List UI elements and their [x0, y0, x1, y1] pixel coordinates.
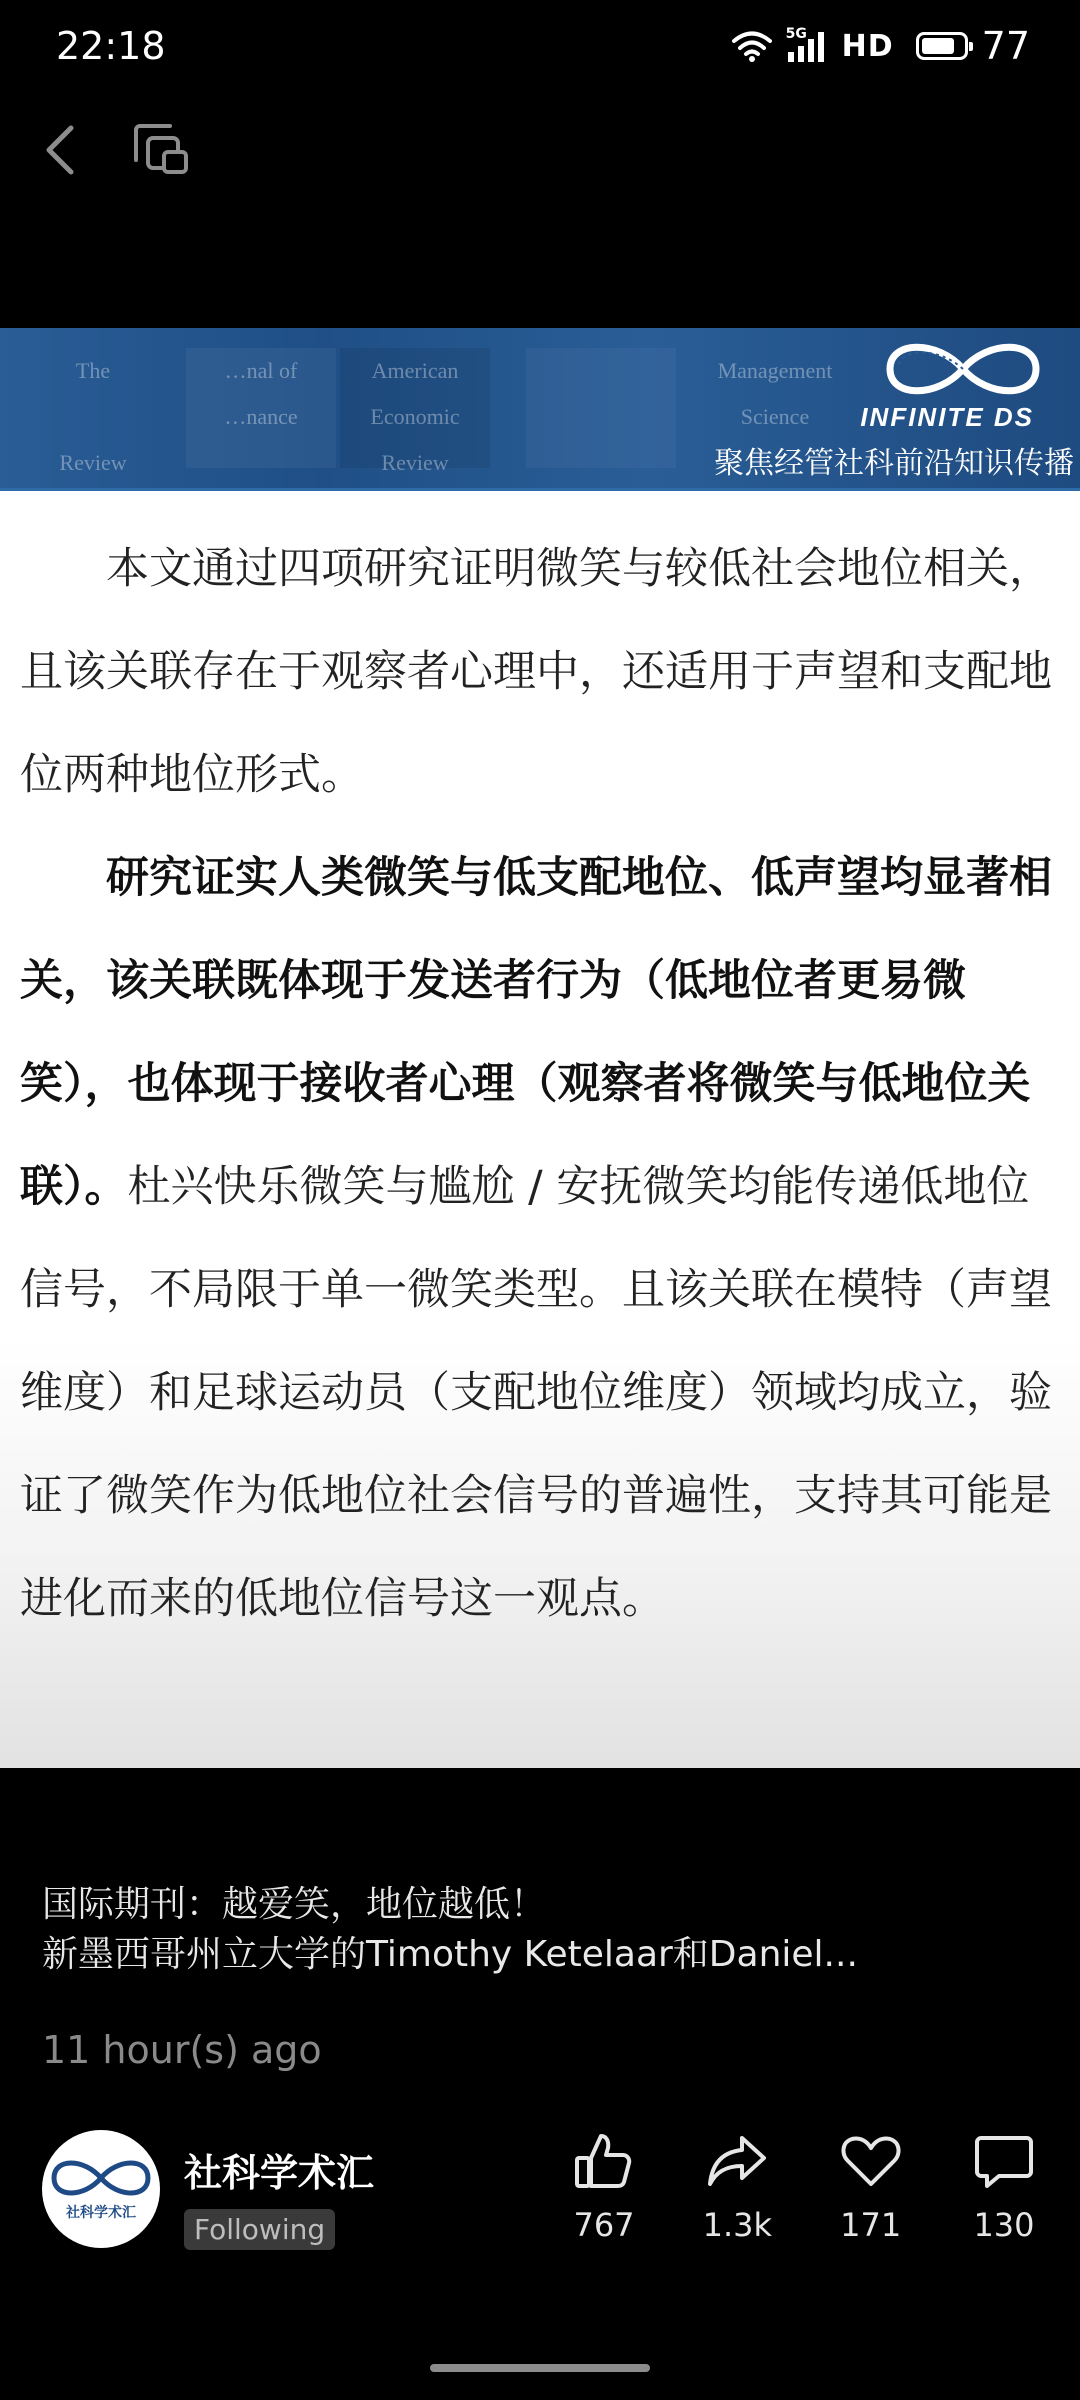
action-bar [554, 2128, 1054, 2268]
article-highlight: 研究证实人类微笑与低支配地位、低声望均显著相关，该关联既体现于发送者行为（低地位者更易微笑），也体现于接收者心理（观察者将微笑与低地位关联）。 [20, 853, 1052, 1212]
favorite-count: 171 [840, 2206, 902, 2244]
status-icons [732, 24, 1030, 68]
author-name[interactable]: 社科学术汇 [184, 2151, 375, 2195]
wifi-icon [732, 30, 772, 62]
avatar[interactable] [42, 2130, 160, 2248]
share-icon [704, 2128, 770, 2194]
battery-icon [916, 32, 968, 60]
like-count: 767 [573, 2206, 635, 2244]
journal-banner [0, 328, 1080, 491]
like-button[interactable] [554, 2128, 654, 2268]
author-block [42, 2130, 374, 2250]
share-count: 1.3k [702, 2206, 773, 2244]
journal-cover: …nal of …nance [186, 348, 336, 468]
avatar-label: 社科学术汇 [66, 2206, 136, 2221]
multi-window-icon [132, 120, 196, 180]
article-image[interactable] [0, 328, 1080, 1768]
signal-icon [785, 26, 828, 62]
following-button[interactable]: Following [184, 2209, 335, 2250]
journal-cover: American Economic Review [340, 348, 490, 468]
post-timestamp: 11 hour(s) ago [42, 2028, 322, 2072]
journal-cover: The Review [59, 358, 127, 475]
post-title: 国际期刊：越爱笑，地位越低！ [42, 1884, 547, 1925]
top-nav [0, 110, 1080, 190]
article-body: 杜兴快乐微笑与尴尬 / 安抚微笑均能传递低地位信号，不局限于单一微笑类型。且该关联在模特（声望维度）和足球运动员（支配地位维度）领域均成立，验证了微笑作为低地位社会信号的普遍性，支持其可能是进化而来的低地位信号这一观点。 [20, 1162, 1052, 1624]
journal-cover: Management Science [717, 358, 833, 429]
article-paragraph: 本文通过四项研究证明微笑与较低社会地位相关，且该关联存在于观察者心理中，还适用于声望和支配地位两种地位形式。 [20, 544, 1052, 800]
status-time: 22:18 [56, 24, 166, 68]
multi-window-button[interactable] [132, 120, 202, 180]
battery-level: 77 [981, 24, 1030, 68]
heart-icon [838, 2128, 904, 2194]
share-button[interactable] [687, 2128, 787, 2268]
brand-slogan: 聚焦经管社科前沿知识传播 [714, 447, 1074, 480]
comment-count: 130 [973, 2206, 1035, 2244]
infinity-logo-icon [878, 338, 1048, 400]
status-bar [0, 0, 1080, 92]
chevron-left-icon [43, 124, 77, 176]
post-caption[interactable] [42, 1880, 1042, 1980]
article-paragraph [20, 827, 1060, 1651]
comment-icon [971, 2128, 1037, 2194]
comment-button[interactable] [954, 2128, 1054, 2268]
thumbs-up-icon [571, 2128, 637, 2194]
home-indicator[interactable] [430, 2364, 650, 2372]
network-type: 5G [785, 26, 807, 42]
post-description: 新墨西哥州立大学的Timothy Ketelaar和Daniel... [42, 1934, 858, 1975]
back-button[interactable] [30, 120, 90, 180]
brand-name: INFINITE DS [860, 402, 1034, 432]
hd-indicator: HD [841, 28, 894, 64]
article-text [20, 518, 1060, 1651]
favorite-button[interactable] [821, 2128, 921, 2268]
